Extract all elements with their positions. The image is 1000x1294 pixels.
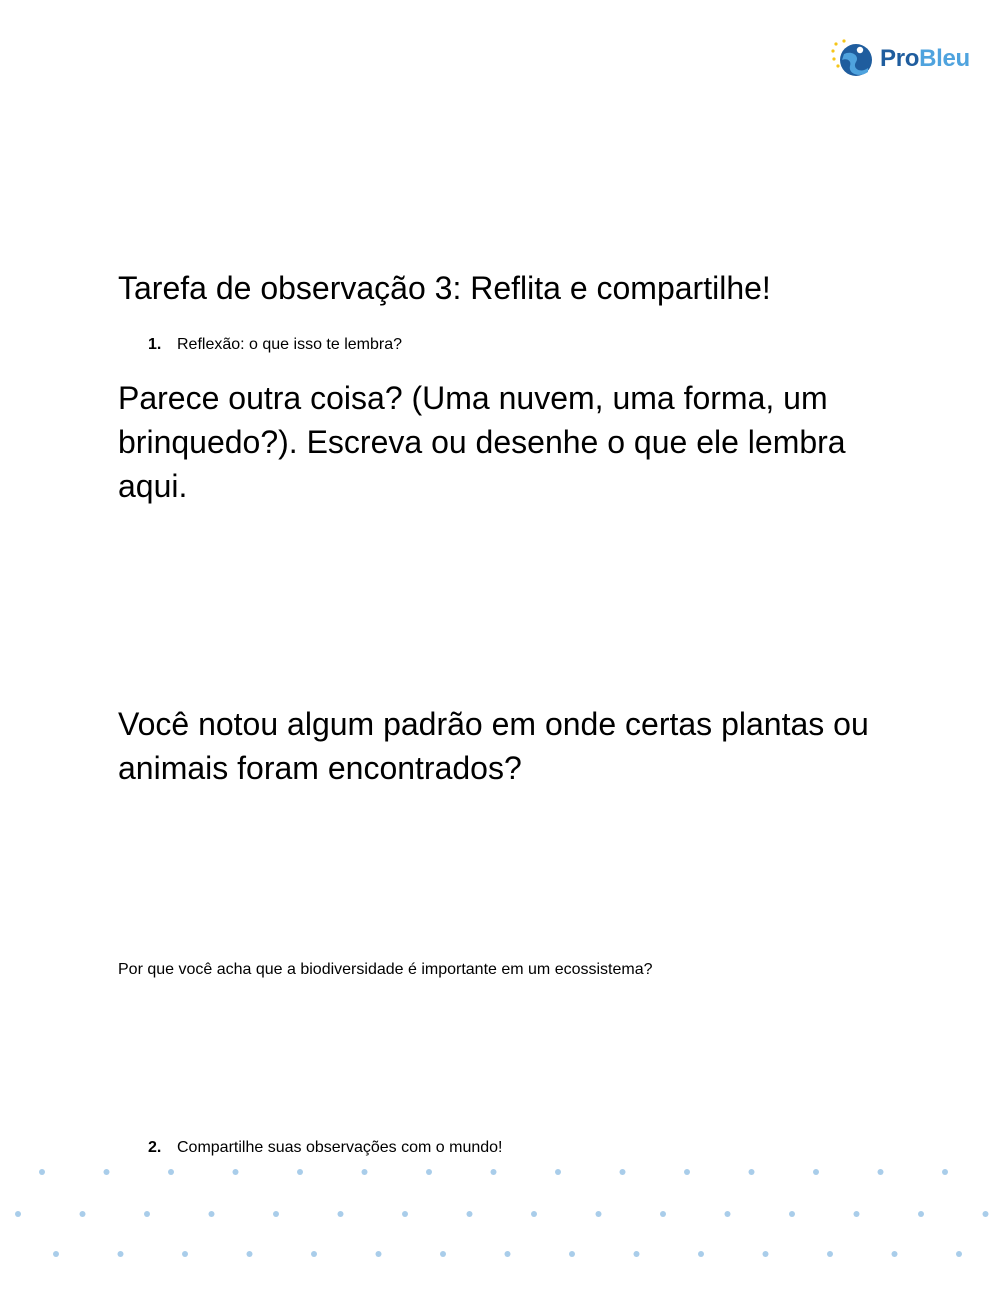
- decorative-dot: [402, 1211, 408, 1217]
- decorative-dot: [596, 1211, 602, 1217]
- decorative-dot: [362, 1169, 368, 1175]
- decorative-dot: [813, 1169, 819, 1175]
- decorative-dot: [233, 1169, 239, 1175]
- probleu-logo-icon: [830, 38, 874, 80]
- decorative-dot: [311, 1251, 317, 1257]
- decorative-dot: [569, 1251, 575, 1257]
- decorative-dot: [144, 1211, 150, 1217]
- decorative-dot: [15, 1211, 21, 1217]
- decorative-dot: [467, 1211, 473, 1217]
- decorative-dot: [273, 1211, 279, 1217]
- list-number: 1.: [148, 336, 162, 353]
- decorative-dot: [376, 1251, 382, 1257]
- decorative-dot: [942, 1169, 948, 1175]
- decorative-dot: [698, 1251, 704, 1257]
- decorative-dot: [749, 1169, 755, 1175]
- decorative-dot: [684, 1169, 690, 1175]
- list-label: Reflexão: o que isso te lembra?: [177, 336, 403, 353]
- decorative-dot: [505, 1251, 511, 1257]
- decorative-dot: [426, 1169, 432, 1175]
- decorative-dot: [983, 1211, 989, 1217]
- logo-pro: Pro: [880, 45, 920, 72]
- list-label: Compartilhe suas observações com o mundo!: [177, 1139, 503, 1156]
- question-biodiversity: Por que você acha que a biodiversidade é importante em um ecossistema?: [118, 961, 653, 978]
- decorative-dot: [789, 1211, 795, 1217]
- prompt-resemblance: Parece outra coisa? (Uma nuvem, uma forma, um brinquedo?). Escreva ou desenhe o que ele lembra aqui.: [118, 380, 846, 504]
- decorative-dot: [956, 1251, 962, 1257]
- decorative-dot: [182, 1251, 188, 1257]
- decorative-dot: [763, 1251, 769, 1257]
- decorative-dot: [39, 1169, 45, 1175]
- decorative-dot: [80, 1211, 86, 1217]
- list-number: 2.: [148, 1139, 162, 1156]
- decorative-dot: [297, 1169, 303, 1175]
- logo-bleu: Bleu: [919, 45, 970, 72]
- decorative-dot: [918, 1211, 924, 1217]
- decorative-dot: [104, 1169, 110, 1175]
- decorative-dot: [634, 1251, 640, 1257]
- decorative-dot: [531, 1211, 537, 1217]
- decorative-dot: [660, 1211, 666, 1217]
- decorative-dot: [491, 1169, 497, 1175]
- decorative-dot: [725, 1211, 731, 1217]
- decorative-dot: [209, 1211, 215, 1217]
- decorative-dot-pattern: [0, 1150, 1000, 1270]
- decorative-dot: [440, 1251, 446, 1257]
- decorative-dot: [878, 1169, 884, 1175]
- prompt-patterns: Você notou algum padrão em onde certas plantas ou animais foram encontrados?: [118, 706, 869, 786]
- probleu-logo: [830, 38, 970, 80]
- decorative-dot: [118, 1251, 124, 1257]
- decorative-dot: [827, 1251, 833, 1257]
- decorative-dot: [168, 1169, 174, 1175]
- decorative-dot: [555, 1169, 561, 1175]
- decorative-dot: [620, 1169, 626, 1175]
- page-title: Tarefa de observação 3: Reflita e compartilhe!: [118, 270, 771, 306]
- decorative-dot: [247, 1251, 253, 1257]
- decorative-dot: [892, 1251, 898, 1257]
- decorative-dot: [338, 1211, 344, 1217]
- logo-wordmark: [880, 45, 970, 73]
- list-item-reflection: [148, 335, 402, 355]
- decorative-dot: [854, 1211, 860, 1217]
- decorative-dot: [53, 1251, 59, 1257]
